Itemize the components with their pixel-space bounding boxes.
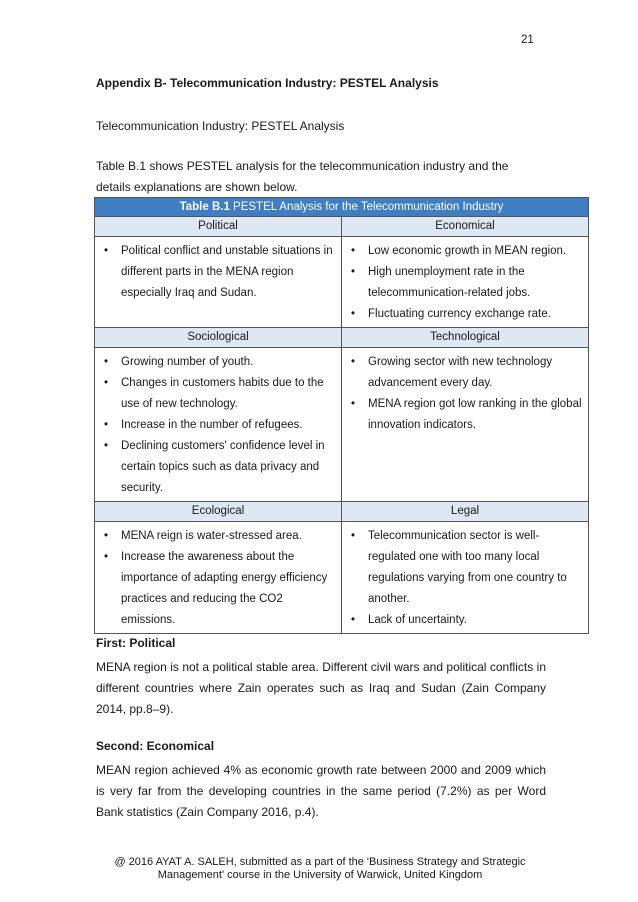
list-item: • MENA reign is water-stressed area. bbox=[95, 526, 335, 547]
sociological-cell bbox=[95, 348, 342, 502]
technological-cell bbox=[342, 348, 589, 502]
ecological-cell bbox=[95, 522, 342, 634]
list-item: • Increase in the number of refugees. bbox=[95, 415, 335, 436]
list-item: • Increase the awareness about the importance of adapting energy efficiency practices and reducing the CO2 emissions. bbox=[95, 547, 335, 631]
technological-list bbox=[342, 348, 588, 438]
list-item: • MENA region got low ranking in the global innovation indicators. bbox=[342, 394, 582, 436]
table-row bbox=[95, 522, 589, 634]
list-item: • Political conflict and unstable situations in different parts in the MENA region especially Iraq and Sudan. bbox=[95, 241, 335, 304]
list-item: • Lack of uncertainty. bbox=[342, 610, 582, 631]
political-section bbox=[96, 633, 546, 720]
ecological-list bbox=[95, 522, 341, 633]
section-heading: Second: Economical bbox=[96, 739, 215, 753]
footer-line: Management' course in the University of Warwick, United Kingdom bbox=[157, 869, 483, 881]
sociological-header: Sociological bbox=[95, 328, 342, 348]
table-row bbox=[95, 348, 589, 502]
section-heading: First: Political bbox=[96, 636, 176, 650]
technological-header: Technological bbox=[342, 328, 589, 348]
political-header: Political bbox=[95, 217, 342, 237]
political-list bbox=[95, 237, 341, 306]
list-item: • Telecommunication sector is well-regulated one with too many local regulations varying from one country to another. bbox=[342, 526, 582, 610]
section-body: MENA region is not a political stable area. Different civil wars and political conflicts in different countries where Zain operates such as Iraq and Sudan (Zain Company 2014, pp.8–9). bbox=[96, 660, 546, 716]
list-item: • Growing number of youth. bbox=[95, 352, 335, 373]
table-row bbox=[95, 237, 589, 328]
table-caption-text: PESTEL Analysis for the Telecommunication Industry bbox=[229, 201, 504, 213]
list-item: • Fluctuating currency exchange rate. bbox=[342, 304, 582, 325]
table-header-row bbox=[95, 328, 589, 348]
footer-line: @ 2016 AYAT A. SALEH, submitted as a part of the 'Business Strategy and Strategic bbox=[114, 856, 526, 868]
list-item: • Growing sector with new technology advancement every day. bbox=[342, 352, 582, 394]
list-item: • Declining customers' confidence level in certain topics such as data privacy and security. bbox=[95, 436, 335, 499]
legal-list bbox=[342, 522, 588, 633]
table-header-row bbox=[95, 502, 589, 522]
table-label: Table B.1 bbox=[179, 201, 230, 213]
pestel-table bbox=[94, 197, 589, 634]
section-body: MEAN region achieved 4% as economic growth rate between 2000 and 2009 which is very far from the developing countries in the same period (7.2%) as per Word Bank statistics (Zain Company 2016, p.4). bbox=[96, 763, 546, 819]
intro-paragraph: Table B.1 shows PESTEL analysis for the telecommunication industry and the details explanations are shown below. bbox=[96, 159, 509, 194]
economical-cell bbox=[342, 237, 589, 328]
table-header-row bbox=[95, 217, 589, 237]
table-title-row bbox=[95, 198, 589, 217]
legal-cell bbox=[342, 522, 589, 634]
economical-list bbox=[342, 237, 588, 327]
list-item: • Changes in customers habits due to the use of new technology. bbox=[95, 373, 335, 415]
appendix-title: Appendix B- Telecommunication Industry: PESTEL Analysis bbox=[96, 76, 439, 90]
list-item: • Low economic growth in MEAN region. bbox=[342, 241, 582, 262]
sociological-list bbox=[95, 348, 341, 501]
page-footer bbox=[100, 856, 540, 882]
ecological-header: Ecological bbox=[95, 502, 342, 522]
economical-section bbox=[96, 736, 546, 823]
list-item: • High unemployment rate in the telecommunication-related jobs. bbox=[342, 262, 582, 304]
economical-header: Economical bbox=[342, 217, 589, 237]
page-number: 21 bbox=[521, 34, 534, 46]
legal-header: Legal bbox=[342, 502, 589, 522]
table-caption bbox=[95, 198, 589, 217]
political-cell bbox=[95, 237, 342, 328]
analysis-subtitle: Telecommunication Industry: PESTEL Analysis bbox=[96, 119, 345, 133]
